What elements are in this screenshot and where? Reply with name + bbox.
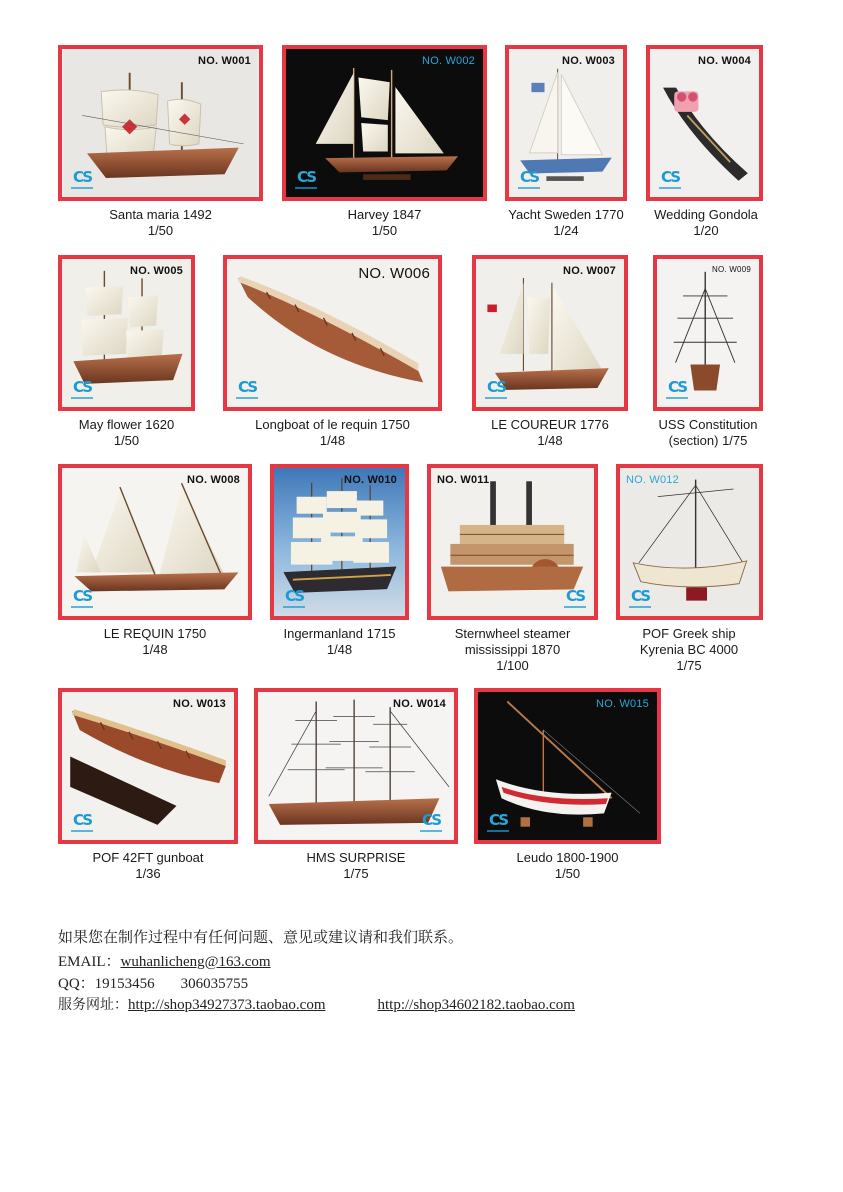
product-scale: 1/48 xyxy=(142,642,168,657)
product-code: NO. W005 xyxy=(130,265,183,277)
cs-logo-icon: CS xyxy=(418,813,444,832)
product-scale: 1/50 xyxy=(113,433,140,448)
product-name: POF 42FT gunboat xyxy=(92,850,204,865)
product-scale: 1/50 xyxy=(554,866,581,881)
product-caption-w002 xyxy=(282,207,487,239)
product-code: NO. W013 xyxy=(173,698,226,710)
product-code: NO. W003 xyxy=(562,55,615,67)
product-scale: 1/20 xyxy=(693,223,719,238)
product-name: Leudo 1800-1900 xyxy=(516,850,619,865)
product-card-w011[interactable] xyxy=(427,464,598,620)
cs-logo-icon: CS xyxy=(483,380,509,399)
product-name: Santa maria 1492 xyxy=(109,207,212,222)
product-name: POF Greek ship xyxy=(642,626,736,641)
cs-logo-icon: CS xyxy=(293,170,319,189)
product-name-line2: Kyrenia BC 4000 xyxy=(639,642,739,657)
product-card-w006[interactable] xyxy=(223,255,442,411)
product-code: NO. W002 xyxy=(422,55,475,67)
product-scale: 1/50 xyxy=(371,223,398,238)
cs-logo-icon: CS xyxy=(69,170,95,189)
product-caption-w014 xyxy=(254,850,458,882)
contact-qq-row xyxy=(58,972,248,993)
product-card-w010[interactable] xyxy=(270,464,409,620)
product-name: USS Constitution xyxy=(658,417,758,432)
cs-logo-icon: CS xyxy=(627,589,653,608)
product-card-w013[interactable] xyxy=(58,688,238,844)
product-card-w004[interactable] xyxy=(646,45,763,201)
product-code: NO. W004 xyxy=(698,55,751,67)
cs-logo-icon: CS xyxy=(234,380,260,399)
email-label: EMAIL： xyxy=(58,954,121,970)
product-name: Ingermanland 1715 xyxy=(283,626,396,641)
cs-logo-icon: CS xyxy=(485,813,511,832)
product-scale: (section) 1/75 xyxy=(668,433,748,448)
cs-logo-icon: CS xyxy=(664,380,690,399)
product-name: LE REQUIN 1750 xyxy=(103,626,207,641)
product-code: NO. W001 xyxy=(198,55,251,67)
product-caption-w006 xyxy=(223,417,442,449)
product-caption-w010 xyxy=(262,626,417,658)
product-caption-w003 xyxy=(496,207,636,239)
cs-logo-icon: CS xyxy=(516,170,542,189)
contact-url-row xyxy=(58,994,575,1014)
product-name: Sternwheel steamer xyxy=(454,626,571,641)
qq-label: QQ： xyxy=(58,976,95,992)
product-scale: 1/36 xyxy=(135,866,161,881)
cs-logo-icon: CS xyxy=(562,589,588,608)
qq-number-2: 306035755 xyxy=(180,976,249,992)
product-code: NO. W011 xyxy=(437,474,490,486)
cs-logo-icon: CS xyxy=(281,589,307,608)
product-caption-w013 xyxy=(58,850,238,882)
product-caption-w007 xyxy=(472,417,628,449)
cs-logo-icon: CS xyxy=(69,380,95,399)
shop-link-1[interactable]: http://shop34927373.taobao.com xyxy=(128,997,326,1013)
cs-logo-icon: CS xyxy=(657,170,683,189)
product-caption-w001 xyxy=(58,207,263,239)
product-scale: 1/75 xyxy=(343,866,369,881)
product-name: Wedding Gondola xyxy=(654,207,758,222)
shop-link-2[interactable]: http://shop34602182.taobao.com xyxy=(377,997,575,1013)
product-name: HMS SURPRISE xyxy=(306,850,406,865)
product-code: NO. W014 xyxy=(393,698,446,710)
product-code: NO. W012 xyxy=(626,474,679,486)
product-caption-w011 xyxy=(427,626,598,674)
cs-logo-icon: CS xyxy=(69,589,95,608)
product-name: May flower 1620 xyxy=(78,417,175,432)
product-card-w014[interactable] xyxy=(254,688,458,844)
product-code: NO. W010 xyxy=(344,474,397,486)
product-name: LE COUREUR 1776 xyxy=(491,417,609,432)
product-scale: 1/50 xyxy=(147,223,174,238)
product-code: NO. W015 xyxy=(596,698,649,710)
product-card-w001[interactable] xyxy=(58,45,263,201)
product-caption-w004 xyxy=(636,207,776,239)
product-name: Longboat of le requin 1750 xyxy=(255,417,410,432)
product-card-w015[interactable] xyxy=(474,688,661,844)
product-caption-w012 xyxy=(609,626,769,674)
contact-email-row xyxy=(58,950,271,971)
url-label: 服务网址： xyxy=(58,997,128,1013)
product-scale: 1/48 xyxy=(319,433,346,448)
product-card-w012[interactable] xyxy=(616,464,763,620)
product-caption-w005 xyxy=(48,417,205,449)
email-link[interactable]: wuhanlicheng@163.com xyxy=(120,954,271,970)
product-code: NO. W006 xyxy=(358,265,430,282)
product-card-w007[interactable] xyxy=(472,255,628,411)
product-name: Harvey 1847 xyxy=(347,207,422,222)
product-card-w005[interactable] xyxy=(58,255,195,411)
product-code: NO. W008 xyxy=(187,474,240,486)
product-scale: 1/48 xyxy=(537,433,563,448)
product-card-w008[interactable] xyxy=(58,464,252,620)
product-scale: 1/100 xyxy=(496,658,529,673)
product-name-line2: mississippi 1870 xyxy=(464,642,561,657)
product-scale: 1/75 xyxy=(676,658,702,673)
product-caption-w008 xyxy=(58,626,252,658)
product-caption-w009 xyxy=(638,417,778,449)
contact-intro: 如果您在制作过程中有任何问题、意见或建议请和我们联系。 xyxy=(58,930,464,946)
qq-number-1: 19153456 xyxy=(94,976,155,992)
product-code: NO. W007 xyxy=(563,265,616,277)
product-code: NO. W009 xyxy=(712,265,751,274)
product-card-w002[interactable] xyxy=(282,45,487,201)
product-name: Yacht Sweden 1770 xyxy=(508,207,624,222)
product-scale: 1/24 xyxy=(553,223,579,238)
product-scale: 1/48 xyxy=(326,642,353,657)
cs-logo-icon: CS xyxy=(69,813,95,832)
product-caption-w015 xyxy=(474,850,661,882)
product-card-w009[interactable] xyxy=(653,255,763,411)
product-card-w003[interactable] xyxy=(505,45,627,201)
